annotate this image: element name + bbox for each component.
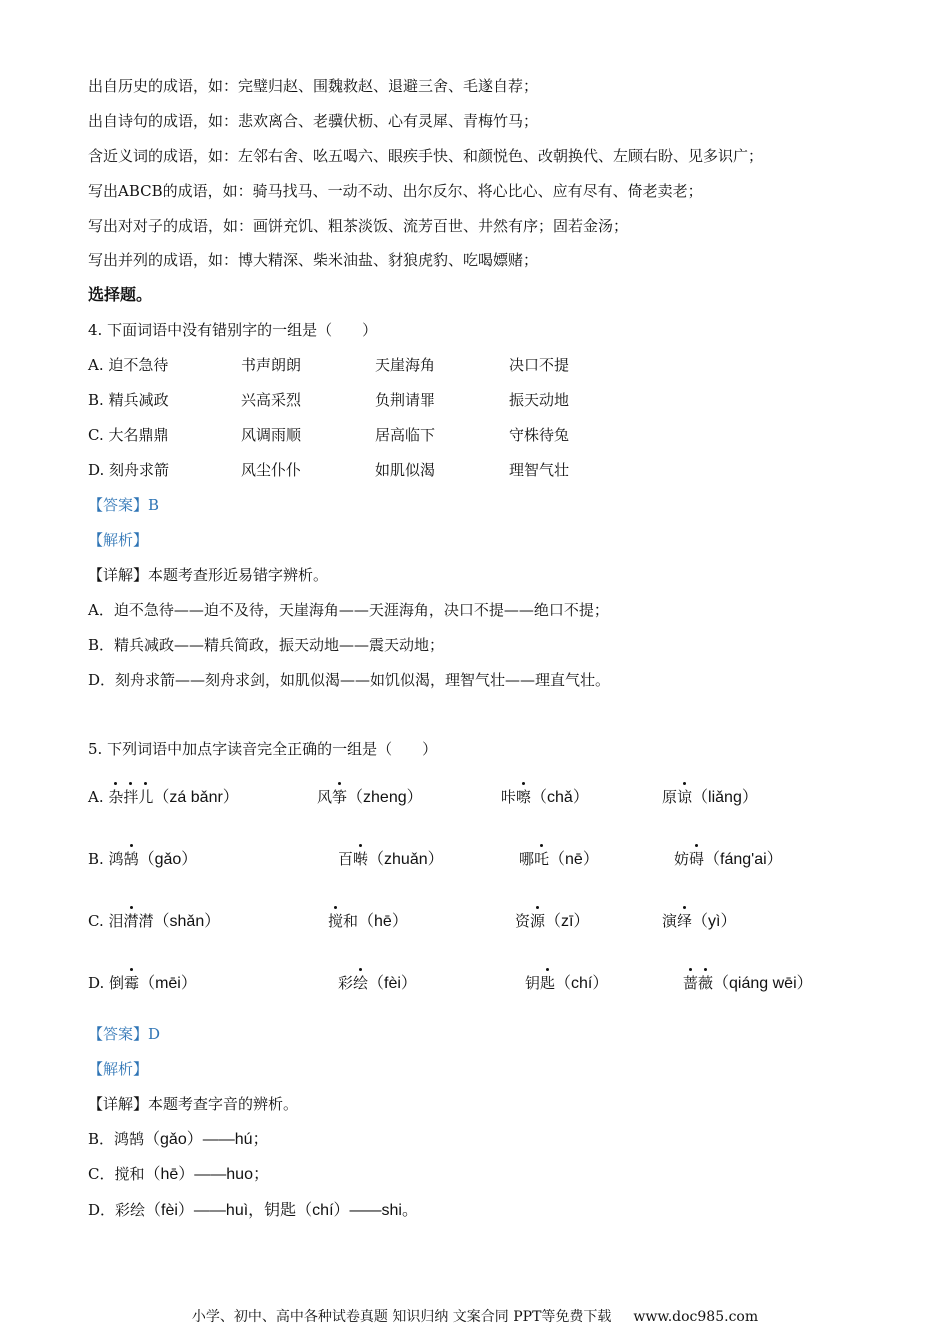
intro-line-3: 含近义词的成语，如：左邻右舍、吆五喝六、眼疾手快、和颜悦色、改朝换代、左顾右盼、见多识广；	[88, 147, 764, 165]
dotted-char: 蔷	[683, 974, 699, 992]
intro-line-1: 出自历史的成语，如：完璧归赵、围魏救赵、退避三舍、毛遂自荐；	[88, 77, 539, 95]
q5-question: 5. 下列词语中加点字读音完全正确的一组是（ ）	[88, 740, 438, 758]
intro-line-4: 写出ABCB的成语，如：骑马找马、一动不动、出尔反尔、将心比心、应有尽有、倚老卖老；	[88, 182, 703, 200]
plain-char: 倒	[109, 974, 125, 992]
q4-explanation-d: D．刻舟求箭——刻舟求剑，如肌似渴——如饥似渴，理智气壮——理直气壮。	[88, 671, 611, 689]
plain-char: 风	[317, 788, 333, 806]
footer-link[interactable]: www.doc985.com	[633, 1309, 759, 1325]
pinyin: （chǎ）	[531, 789, 589, 806]
plain-char: 鸿	[108, 850, 124, 868]
plain-char: 和	[343, 912, 359, 930]
dotted-char: 谅	[677, 788, 693, 806]
q4-word: 守株待兔	[509, 426, 570, 444]
q4-word: 如肌似渴	[375, 461, 436, 479]
dotted-char: 吒	[534, 850, 550, 868]
dotted-char: 儿	[138, 788, 154, 806]
q4-detail: 【详解】本题考查形近易错字辨析。	[88, 566, 329, 584]
q4-answer: 【答案】B	[88, 496, 160, 514]
q4-word: 天崖海角	[375, 356, 436, 374]
q4-word: 决口不提	[509, 356, 570, 374]
pinyin: （qiáng wēi）	[713, 975, 813, 992]
q4-word: 迫不急待	[108, 356, 169, 374]
q4-word: 负荆请罪	[375, 391, 436, 409]
q4-analysis-label: 【解析】	[88, 531, 149, 549]
dotted-char: 鹄	[123, 850, 139, 868]
plain-char: 妨	[674, 850, 690, 868]
pinyin: （hē）——huo；	[144, 1166, 269, 1183]
q5-option-label: C.	[88, 912, 109, 930]
dotted-char: 拌	[123, 788, 139, 806]
q4-explanation-a: A．迫不急待——迫不及待，天崖海角——天涯海角，决口不提——绝口不提；	[88, 601, 609, 619]
q4-option-label: A.	[88, 356, 109, 374]
q5-explanation-d	[88, 1200, 418, 1221]
q5-detail: 【详解】本题考查字音的辨析。	[88, 1095, 299, 1113]
pinyin: （nē）	[549, 851, 599, 868]
plain-char: 演	[662, 912, 678, 930]
explanation-text: B．鸿鹄	[88, 1130, 145, 1148]
q4-word: 大名鼎鼎	[108, 426, 169, 444]
q4-word: 刻舟求箭	[109, 461, 170, 479]
q5-analysis-label: 【解析】	[88, 1060, 149, 1078]
pinyin: （gǎo）	[138, 851, 198, 868]
dotted-char: 绎	[677, 912, 693, 930]
pinyin: （zheng）	[347, 789, 423, 806]
dotted-char: 潸	[123, 912, 139, 930]
dotted-char: 杂	[108, 788, 124, 806]
intro-line-6: 写出并列的成语，如：博大精深、柴米油盐、豺狼虎豹、吃喝嫖赌；	[88, 251, 539, 269]
pinyin: （gǎo）——hú；	[144, 1131, 269, 1148]
pinyin: （shǎn）	[153, 913, 221, 930]
dotted-char: 啭	[353, 850, 369, 868]
dotted-char: 搅	[328, 912, 344, 930]
explanation-text: D．彩绘	[88, 1201, 146, 1219]
q5-option-label: B.	[88, 850, 109, 868]
page-footer	[0, 1306, 950, 1326]
plain-char: 咔	[501, 788, 517, 806]
q4-word: 风尘仆仆	[241, 461, 302, 479]
footer-text: 小学、初中、高中各种试卷真题 知识归纳 文案合同 PPT等免费下载	[191, 1309, 612, 1325]
intro-line-2: 出自诗句的成语，如：悲欢离合、老骥伏枥、心有灵犀、青梅竹马；	[88, 112, 539, 130]
pinyin: （mēi）	[139, 975, 197, 992]
pinyin: （zhuǎn）	[368, 851, 444, 868]
q5-answer: 【答案】D	[88, 1025, 161, 1043]
q4-word: 风调雨顺	[241, 426, 302, 444]
q4-word: 精兵减政	[108, 391, 169, 409]
pinyin: （yì）	[692, 913, 737, 930]
dotted-char: 碍	[689, 850, 705, 868]
q4-word: 兴高采烈	[241, 391, 302, 409]
dotted-char: 源	[530, 912, 546, 930]
pinyin: （chí）	[555, 975, 609, 992]
q5-explanation-b	[88, 1129, 269, 1150]
dotted-char: 嚓	[516, 788, 532, 806]
q4-option-label: D.	[88, 461, 110, 479]
dotted-char: 匙	[540, 974, 556, 992]
pinyin: （hē）	[358, 913, 408, 930]
q5-option-label: A.	[88, 788, 109, 806]
plain-char: 百	[338, 850, 354, 868]
pinyin: （zá bǎnr）	[153, 789, 239, 806]
pinyin: （liǎng）	[692, 789, 758, 806]
pinyin: （fèi）——huì，钥匙（chí）——shi。	[145, 1202, 418, 1219]
pinyin: （zī）	[545, 913, 590, 930]
explanation-text: C．搅和	[88, 1165, 145, 1183]
plain-char: 彩	[338, 974, 354, 992]
q4-word: 书声朗朗	[241, 356, 302, 374]
section-heading: 选择题。	[88, 285, 153, 304]
plain-char: 钥	[525, 974, 541, 992]
q4-word: 居高临下	[375, 426, 436, 444]
dotted-char: 绘	[353, 974, 369, 992]
plain-char: 原	[662, 788, 678, 806]
dotted-char: 霉	[124, 974, 140, 992]
plain-char: 泪	[108, 912, 124, 930]
q4-explanation-b: B．精兵减政——精兵简政，振天动地——震天动地；	[88, 636, 445, 654]
dotted-char: 筝	[332, 788, 348, 806]
q4-word: 理智气壮	[509, 461, 570, 479]
pinyin: （fáng'ai）	[704, 851, 783, 868]
plain-char: 潸	[138, 912, 154, 930]
q4-option-label: B.	[88, 391, 109, 409]
q4-option-label: C.	[88, 426, 109, 444]
plain-char: 资	[515, 912, 531, 930]
q4-word: 振天动地	[509, 391, 570, 409]
q5-explanation-c	[88, 1164, 269, 1185]
intro-line-5: 写出对对子的成语，如：画饼充饥、粗茶淡饭、流芳百世、井然有序；固若金汤；	[88, 217, 629, 235]
q5-option-label: D.	[88, 974, 110, 992]
dotted-char: 薇	[698, 974, 714, 992]
pinyin: （fèi）	[368, 975, 417, 992]
plain-char: 哪	[519, 850, 535, 868]
q4-question: 4. 下面词语中没有错别字的一组是（ ）	[88, 321, 378, 339]
